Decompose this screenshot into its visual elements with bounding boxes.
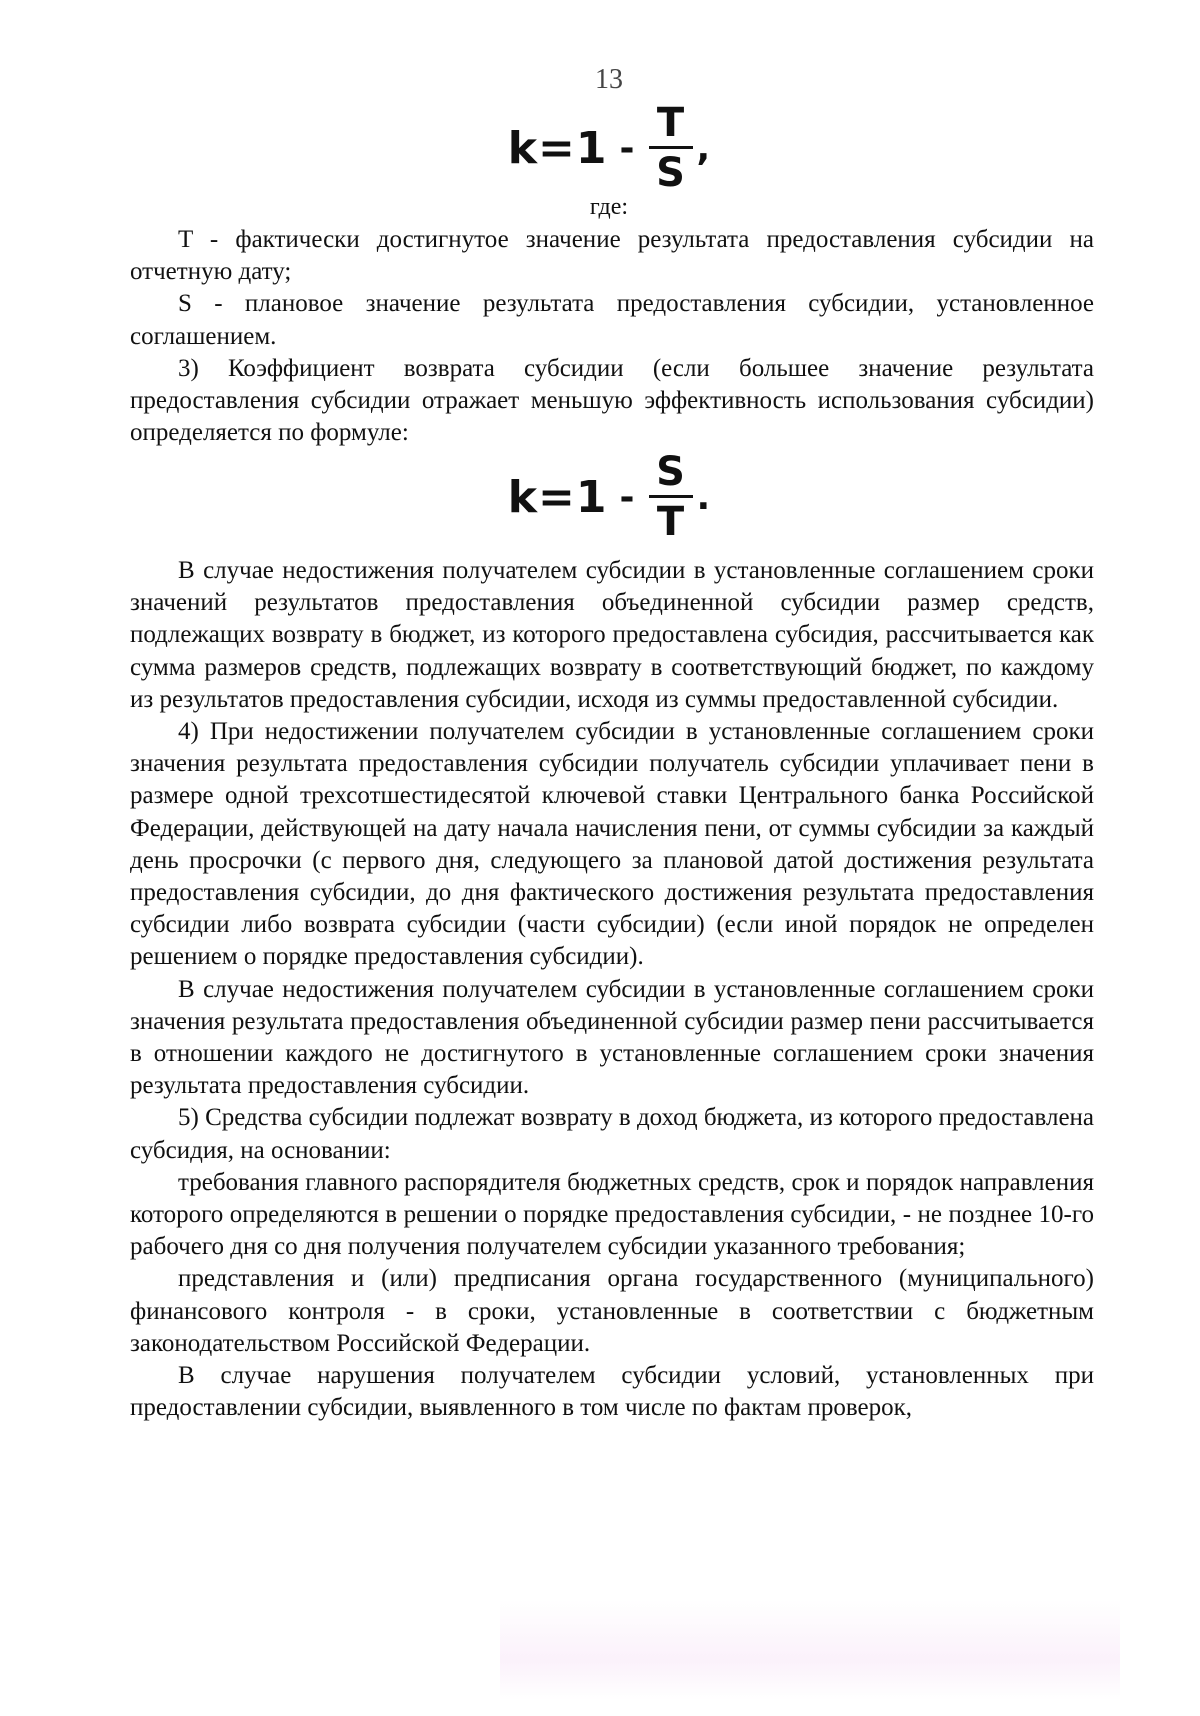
formula-lhs: k=1 bbox=[507, 122, 608, 174]
paragraph-requirement: требования главного распорядителя бюджетных средств, срок и порядок направления которого определяются в решении о порядке предоставления субсидии, - не позднее 10-го рабочего дня со дня получения получателем субсидии указанного требования; bbox=[130, 1168, 1094, 1261]
paragraph-item-5: 5) Средства субсидии подлежат возврату в доход бюджета, из которого предоставлена субсидия, на основании: bbox=[130, 1104, 1095, 1164]
formula-trailing-punctuation: . bbox=[696, 476, 711, 518]
formula-trailing-punctuation: , bbox=[696, 127, 711, 169]
formula-k-t-over-s bbox=[0, 100, 1200, 196]
formula-numerator: T bbox=[656, 100, 685, 146]
formula-lhs: k=1 bbox=[507, 471, 608, 523]
text-block-top bbox=[130, 224, 1094, 449]
paragraph-item-3: 3) Коэффициент возврата субсидии (если большее значение результата предоставления субсидии отражает меньшую эффективность использования субсидии) определяется по формуле: bbox=[130, 354, 1094, 447]
fraction-bar bbox=[649, 146, 693, 149]
formula-operator: - bbox=[619, 127, 635, 169]
formula-numerator: S bbox=[656, 449, 685, 495]
paragraph-item-4: 4) При недостижении получателем субсидии в установленные соглашением сроки значения результата предоставления субсидии получатель субсидии уплачивает пени в размере одной трехсотшестидесятой ключевой ставки Центрального банка Российской Федерации, действующей на дату начала начисления пени, от суммы субсидии за каждый день просрочки (с первого дня, следующего за плановой датой достижения результата предоставления субсидии, до дня фактического достижения результата предоставления субсидии либо возврата субсидии (части субсидии) (если иной порядок не определен решением о порядке предоставления субсидии). bbox=[130, 718, 1094, 971]
paragraph-control-order: представления и (или) предписания органа государственного (муниципального) финансового контроля - в сроки, установленные в соответствии с бюджетным законодательством Российской Федерации. bbox=[130, 1265, 1094, 1357]
where-label: где: bbox=[589, 194, 629, 220]
formula-fraction bbox=[649, 449, 693, 545]
formula-operator: - bbox=[619, 476, 635, 518]
formula-denominator: S bbox=[656, 150, 685, 196]
paragraph-combined-subsidy-penalty: В случае недостижения получателем субсидии в установленные соглашением сроки значения результата предоставления объединенной субсидии размер пени рассчитывается в отношении каждого не достигнутого в установленные соглашением сроки значения результата предоставления субсидии. bbox=[130, 975, 1094, 1100]
scan-tint bbox=[500, 1600, 1120, 1700]
page-number: 13 bbox=[595, 64, 623, 95]
formula-denominator: T bbox=[656, 499, 685, 545]
paragraph-t-definition: T - фактически достигнутое значение результата предоставления субсидии на отчетную дату; bbox=[130, 226, 1094, 286]
formula-fraction bbox=[649, 100, 693, 196]
text-block-bottom bbox=[130, 555, 1094, 1424]
formula-k-s-over-t bbox=[0, 449, 1200, 545]
paragraph-violation: В случае нарушения получателем субсидии условий, установленных при предоставлении субсидии, выявленного в том числе по фактам проверок, bbox=[130, 1362, 1094, 1422]
fraction-bar bbox=[649, 495, 693, 498]
paragraph-s-definition: S - плановое значение результата предоставления субсидии, установленное соглашением. bbox=[130, 290, 1094, 350]
paragraph-combined-subsidy-return: В случае недостижения получателем субсидии в установленные соглашением сроки значений результатов предоставления объединенной субсидии размер средств, подлежащих возврату в бюджет, из которого предоставлена субсидия, рассчитывается как сумма размеров средств, подлежащих возврату в соответствующий бюджет, по каждому из результатов предоставления субсидии, исходя из суммы предоставленной субсидии. bbox=[130, 557, 1094, 713]
